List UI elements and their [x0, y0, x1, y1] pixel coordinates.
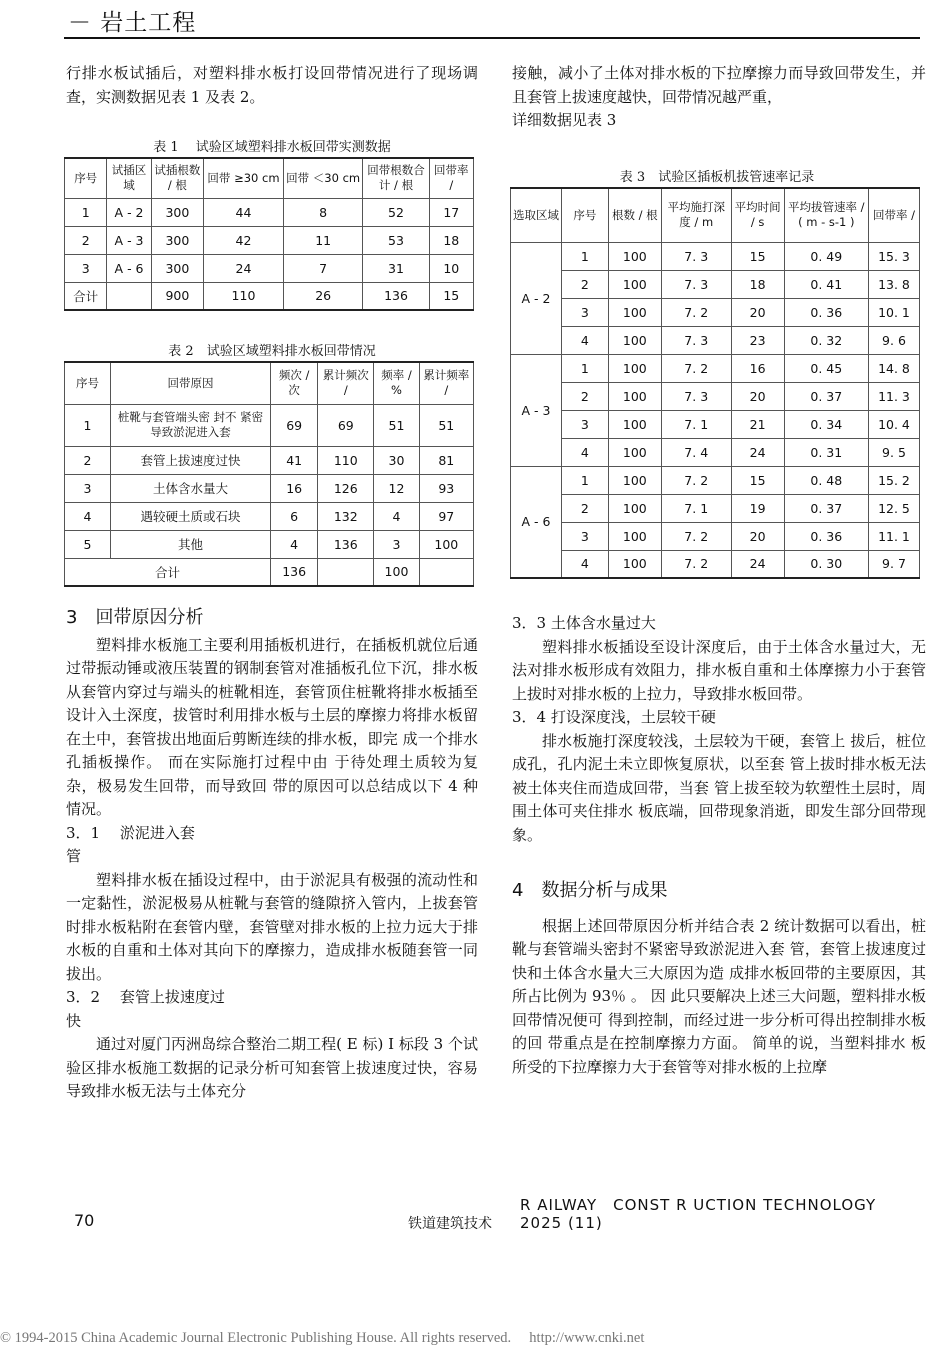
table3-cell: 20 [731, 382, 784, 410]
table2-cell: 136 [318, 530, 374, 558]
table2-header: 累计频率 / [419, 362, 473, 404]
table3-cell: 7. 3 [661, 326, 731, 354]
table3-cell: 14. 8 [868, 354, 919, 382]
table1-cell: 31 [363, 254, 429, 282]
table2-header: 回带原因 [110, 362, 270, 404]
table3-zone: A - 6 [511, 466, 562, 578]
table3-cell: 0. 37 [784, 382, 868, 410]
table3-cell: 3 [561, 298, 608, 326]
journal-name-cn: 铁道建筑技术 [408, 1216, 492, 1232]
table2-cell: 110 [318, 446, 374, 474]
table1-cell: 7 [283, 254, 363, 282]
subsection-3-3-title: 3．3 土体含水量过大 [512, 614, 656, 632]
right-top-block [512, 62, 926, 142]
table-row [511, 494, 920, 522]
table3-cell: 15 [731, 242, 784, 270]
table3-cell: 11. 1 [868, 522, 919, 550]
table1-cell: A - 2 [107, 198, 151, 226]
table2-cell: 2 [65, 446, 111, 474]
table2-cell: 1 [65, 404, 111, 446]
table-row [65, 198, 474, 226]
table-row [511, 438, 920, 466]
table1-cell: 合计 [65, 282, 107, 310]
table1-cell: 136 [363, 282, 429, 310]
subsection-3-2-paragraph: 通过对厦门丙洲岛综合整治二期工程( E 标) I 标段 3 个试验区排水板施工数据的记录分析可知套管上拔速度过快，容易导致排水板无法与土体充分 [66, 1035, 478, 1100]
table1-header: 序号 [65, 158, 107, 198]
table3-cell: 7. 2 [661, 522, 731, 550]
table2-cell: 其他 [110, 530, 270, 558]
table2-cell: 套管上拔速度过快 [110, 446, 270, 474]
subsection-3-2-title-cont: 快 [66, 1011, 82, 1030]
right-body-block [512, 612, 926, 1079]
table1-cell: 53 [363, 226, 429, 254]
table1-cell: 17 [429, 198, 473, 226]
table3-cell: 7. 2 [661, 354, 731, 382]
table2-cell: 100 [374, 558, 419, 586]
table1-cell: A - 3 [107, 226, 151, 254]
table-row [65, 254, 474, 282]
table2 [64, 361, 474, 587]
table3-cell: 16 [731, 354, 784, 382]
table-row [65, 558, 474, 586]
table3-cell: 0. 36 [784, 522, 868, 550]
table1-cell: 2 [65, 226, 107, 254]
table-row [511, 270, 920, 298]
table3-cell: 7. 2 [661, 550, 731, 578]
table1-cell: 8 [283, 198, 363, 226]
table1-cell: 300 [151, 226, 203, 254]
table2-cell: 51 [419, 404, 473, 446]
table2-cell: 12 [374, 474, 419, 502]
table1-cell: 10 [429, 254, 473, 282]
table-row [511, 550, 920, 578]
section3-title: 3 回带原因分析 [66, 607, 204, 628]
table2-cell: 126 [318, 474, 374, 502]
table1 [64, 157, 474, 311]
table3-cell: 4 [561, 326, 608, 354]
table-row [65, 404, 474, 446]
table2-cell: 93 [419, 474, 473, 502]
subsection-3-1-title: 3．1 淤泥进入套 [66, 823, 195, 842]
table2-cell: 3 [65, 474, 111, 502]
table3-cell: 7. 1 [661, 494, 731, 522]
table3-cell: 100 [608, 550, 661, 578]
table1-cell: 110 [204, 282, 284, 310]
table3-cell: 18 [731, 270, 784, 298]
table3-header: 回带率 / [868, 188, 919, 242]
table1-header: 试插根数 / 根 [151, 158, 203, 198]
table3-cell: 12. 5 [868, 494, 919, 522]
table3-cell: 7. 2 [661, 466, 731, 494]
table1-header: 回带 ≥30 cm [204, 158, 284, 198]
table3-cell: 100 [608, 522, 661, 550]
table2-cell: 51 [374, 404, 419, 446]
table3-cell: 9. 5 [868, 438, 919, 466]
copyright-line: © 1994-2015 China Academic Journal Electronic Publishing House. All rights reserved. http://www.cnki.net [0, 1330, 645, 1346]
table3-header: 选取区域 [511, 188, 562, 242]
table-row [511, 298, 920, 326]
table2-cell: 土体含水量大 [110, 474, 270, 502]
intro-paragraph: 行排水板试插后，对塑料排水板打设回带情况进行了现场调查，实测数据见表 1 及表 2。 [66, 64, 478, 106]
table2-cell: 136 [271, 558, 318, 586]
subsection-3-1-title-cont: 管 [66, 847, 82, 865]
table3-cell: 4 [561, 550, 608, 578]
table3-cell: 0. 49 [784, 242, 868, 270]
table3-cell: 1 [561, 242, 608, 270]
table3-cell: 20 [731, 298, 784, 326]
table3-cell: 2 [561, 270, 608, 298]
table-row [511, 354, 920, 382]
table3-cell: 0. 48 [784, 466, 868, 494]
table3-cell: 2 [561, 494, 608, 522]
table3-cell: 0. 32 [784, 326, 868, 354]
journal-name-en-block [520, 1196, 876, 1232]
table-row [65, 446, 474, 474]
journal-issue: 2025 (11) [520, 1214, 603, 1232]
table3-cell: 21 [731, 410, 784, 438]
table3-header: 根数 / 根 [608, 188, 661, 242]
table2-cell: 97 [419, 502, 473, 530]
table1-cell: 44 [204, 198, 284, 226]
table2-cell: 100 [419, 530, 473, 558]
table3-cell: 100 [608, 410, 661, 438]
table-row [511, 410, 920, 438]
subsection-3-3-paragraph: 塑料排水板插设至设计深度后，由于土体含水量过大，无法对排水板形成有效阻力，排水板自重和土体摩擦力小于套管上拔时对排水板的上拉力，导致排水板回带。 [512, 637, 926, 703]
table1-cell: A - 6 [107, 254, 151, 282]
table1-cell: 300 [151, 254, 203, 282]
table2-cell: 4 [65, 502, 111, 530]
table3-cell: 19 [731, 494, 784, 522]
table3-caption: 表 3 试验区插板机拔管速率记录 [619, 170, 815, 185]
table2-cell: 69 [318, 404, 374, 446]
table1-header: 回带根数合计 / 根 [363, 158, 429, 198]
table3-cell: 7. 3 [661, 382, 731, 410]
section4-paragraph: 根据上述回带原因分析并结合表 2 统计数据可以看出，桩靴与套管端头密封不紧密导致淤泥进入套 管，套管上拔速度过快和土体含水量大三大原因为造 成排水板回带的主要原因，其所占比例为 93％ 。 因 此只要解决上述三大问题，塑料排水板回带情况便可 得到控制，而经过进一步分析可得出控制排水板的回 带重点是在控制摩擦力方面。 简单的说，当塑料排水 板所受的下拉摩擦力大于套管等对排水板的上拉摩 [512, 916, 926, 1076]
table3-cell: 0. 45 [784, 354, 868, 382]
table-row [65, 502, 474, 530]
table-row [65, 474, 474, 502]
journal-name-en: R AILWAY CONST R UCTION TECHNOLOGY [520, 1196, 877, 1214]
table1-header: 回带 ＜30 cm [283, 158, 363, 198]
table3-cell: 7. 3 [661, 242, 731, 270]
table2-cell: 30 [374, 446, 419, 474]
table2-total-label: 合计 [65, 558, 271, 586]
table-row [511, 522, 920, 550]
table1-cell: 52 [363, 198, 429, 226]
table3-cell: 0. 34 [784, 410, 868, 438]
table3-cell: 100 [608, 382, 661, 410]
table1-cell: 1 [65, 198, 107, 226]
table3-header: 平均时间 / s [731, 188, 784, 242]
table1-header: 试插区域 [107, 158, 151, 198]
running-header-title: － 岩土工程 [68, 10, 197, 36]
table3-cell: 100 [608, 438, 661, 466]
table1-cell: 18 [429, 226, 473, 254]
table1-caption: 表 1 试验区域塑料排水板回带实测数据 [153, 140, 391, 155]
table3-cell: 1 [561, 354, 608, 382]
table3-cell: 15 [731, 466, 784, 494]
table-row [511, 382, 920, 410]
table3-cell: 24 [731, 438, 784, 466]
table3-cell: 15. 3 [868, 242, 919, 270]
page-number: 70 [74, 1211, 95, 1230]
table3-cell: 7. 1 [661, 410, 731, 438]
table1-cell: 15 [429, 282, 473, 310]
table2-cell: 桩靴与套管端头密 封不 紧密导致淤泥进入套 [110, 404, 270, 446]
table3-cell: 0. 30 [784, 550, 868, 578]
table3-cell: 2 [561, 382, 608, 410]
table3-cell: 100 [608, 242, 661, 270]
table2-cell: 41 [271, 446, 318, 474]
table2-cell [318, 558, 374, 586]
table1-cell: 900 [151, 282, 203, 310]
table3-cell: 13. 8 [868, 270, 919, 298]
table3-header: 序号 [561, 188, 608, 242]
table2-header: 累计频次 / [318, 362, 374, 404]
table1-header: 回带率 / [429, 158, 473, 198]
table3-cell: 11. 3 [868, 382, 919, 410]
table3-cell: 23 [731, 326, 784, 354]
table3-cell: 15. 2 [868, 466, 919, 494]
table2-cell [419, 558, 473, 586]
table3-cell: 10. 4 [868, 410, 919, 438]
table-row [65, 226, 474, 254]
table3-cell: 10. 1 [868, 298, 919, 326]
table3-cell: 3 [561, 410, 608, 438]
table-row [511, 466, 920, 494]
table3-cell: 100 [608, 354, 661, 382]
table1-cell: 11 [283, 226, 363, 254]
table3 [510, 187, 920, 579]
table-row [511, 242, 920, 270]
table1-cell [107, 282, 151, 310]
left-intro-block [66, 62, 478, 109]
table3-header: 平均施打深度 / m [661, 188, 731, 242]
table1-cell: 3 [65, 254, 107, 282]
table3-cell: 9. 6 [868, 326, 919, 354]
table1-cell: 42 [204, 226, 284, 254]
table3-cell: 0. 41 [784, 270, 868, 298]
table2-cell: 132 [318, 502, 374, 530]
table2-cell: 81 [419, 446, 473, 474]
table-row [511, 326, 920, 354]
subsection-3-4-paragraph: 排水板施打深度较浅，土层较为干硬，套管上 拔后，桩位成孔，孔内泥土未立即恢复原状，以至套 管上拔时排水板无法被土体夹住而造成回带，当套 管上拔至较为软塑性土层时，周围土体可夹住排水 板底端，回带现象消逝，即发生部分回带现象。 [512, 731, 926, 844]
section4-title: 4 数据分析与成果 [512, 880, 668, 901]
table3-cell: 9. 7 [868, 550, 919, 578]
table1-cell: 24 [204, 254, 284, 282]
table2-cell: 6 [271, 502, 318, 530]
table3-cell: 20 [731, 522, 784, 550]
header-rule [64, 37, 920, 39]
table2-cell: 69 [271, 404, 318, 446]
table3-cell: 100 [608, 270, 661, 298]
right-top-paragraph-cont: 详细数据见表 3 [512, 111, 617, 129]
table3-cell: 0. 36 [784, 298, 868, 326]
left-body-block [66, 600, 478, 1104]
table3-zone: A - 3 [511, 354, 562, 466]
table3-cell: 7. 4 [661, 438, 731, 466]
table3-cell: 100 [608, 326, 661, 354]
table3-cell: 0. 37 [784, 494, 868, 522]
table2-cell: 4 [271, 530, 318, 558]
table2-cell: 5 [65, 530, 111, 558]
table2-header: 序号 [65, 362, 111, 404]
table3-cell: 7. 3 [661, 270, 731, 298]
table2-cell: 遇较硬土质或石块 [110, 502, 270, 530]
table3-zone: A - 2 [511, 242, 562, 354]
table3-cell: 24 [731, 550, 784, 578]
table2-cell: 16 [271, 474, 318, 502]
table3-cell: 7. 2 [661, 298, 731, 326]
table3-cell: 100 [608, 466, 661, 494]
table3-cell: 3 [561, 522, 608, 550]
table1-cell: 26 [283, 282, 363, 310]
table3-cell: 1 [561, 466, 608, 494]
section3-paragraph: 塑料排水板施工主要利用插板机进行，在插板机就位后通过带振动锤或液压装置的钢制套管对准插板孔位下沉，排水板从套管内穿过与端头的桩靴相连，套管顶住桩靴将排水板插至设计入土深度，拔管时利用排水板与土层的摩擦力将排水板留在土中，套管拔出地面后剪断连续的排水板，即完 成一个排水孔插板操作。 而在实际施打过程中由 于待处理土质较为复杂，极易发生回带，而导致回 带的原因可以总结成以下 4 种情况。 [66, 635, 478, 818]
table3-cell: 4 [561, 438, 608, 466]
table3-cell: 100 [608, 298, 661, 326]
right-top-paragraph: 接触，减小了土体对排水板的下拉摩擦力而导致回带发生，并且套管上拔速度越快，回带情况越严重， [512, 64, 926, 106]
table-row [65, 282, 474, 310]
subsection-3-1-paragraph: 塑料排水板在插设过程中，由于淤泥具有极强的流动性和一定黏性，淤泥极易从桩靴与套管的缝隙挤入管内，上拔套管时排水板粘附在套管内壁，套管壁对排水板的上拉力远大于排水板的自重和土体对其向下的摩擦力，造成排水板随套管一同拔出。 [66, 870, 478, 983]
table3-header: 平均拔管速率 / ( m - s-1 ) [784, 188, 868, 242]
table2-header: 频次 / 次 [271, 362, 318, 404]
table2-cell: 4 [374, 502, 419, 530]
table3-cell: 0. 31 [784, 438, 868, 466]
table3-cell: 100 [608, 494, 661, 522]
table2-cell: 3 [374, 530, 419, 558]
subsection-3-4-title: 3．4 打设深度浅，土层较干硬 [512, 708, 716, 726]
table2-header: 频率 / % [374, 362, 419, 404]
table-row [65, 530, 474, 558]
table1-cell: 300 [151, 198, 203, 226]
table2-caption: 表 2 试验区域塑料排水板回带情况 [168, 344, 376, 359]
subsection-3-2-title: 3．2 套管上拔速度过 [66, 988, 225, 1006]
